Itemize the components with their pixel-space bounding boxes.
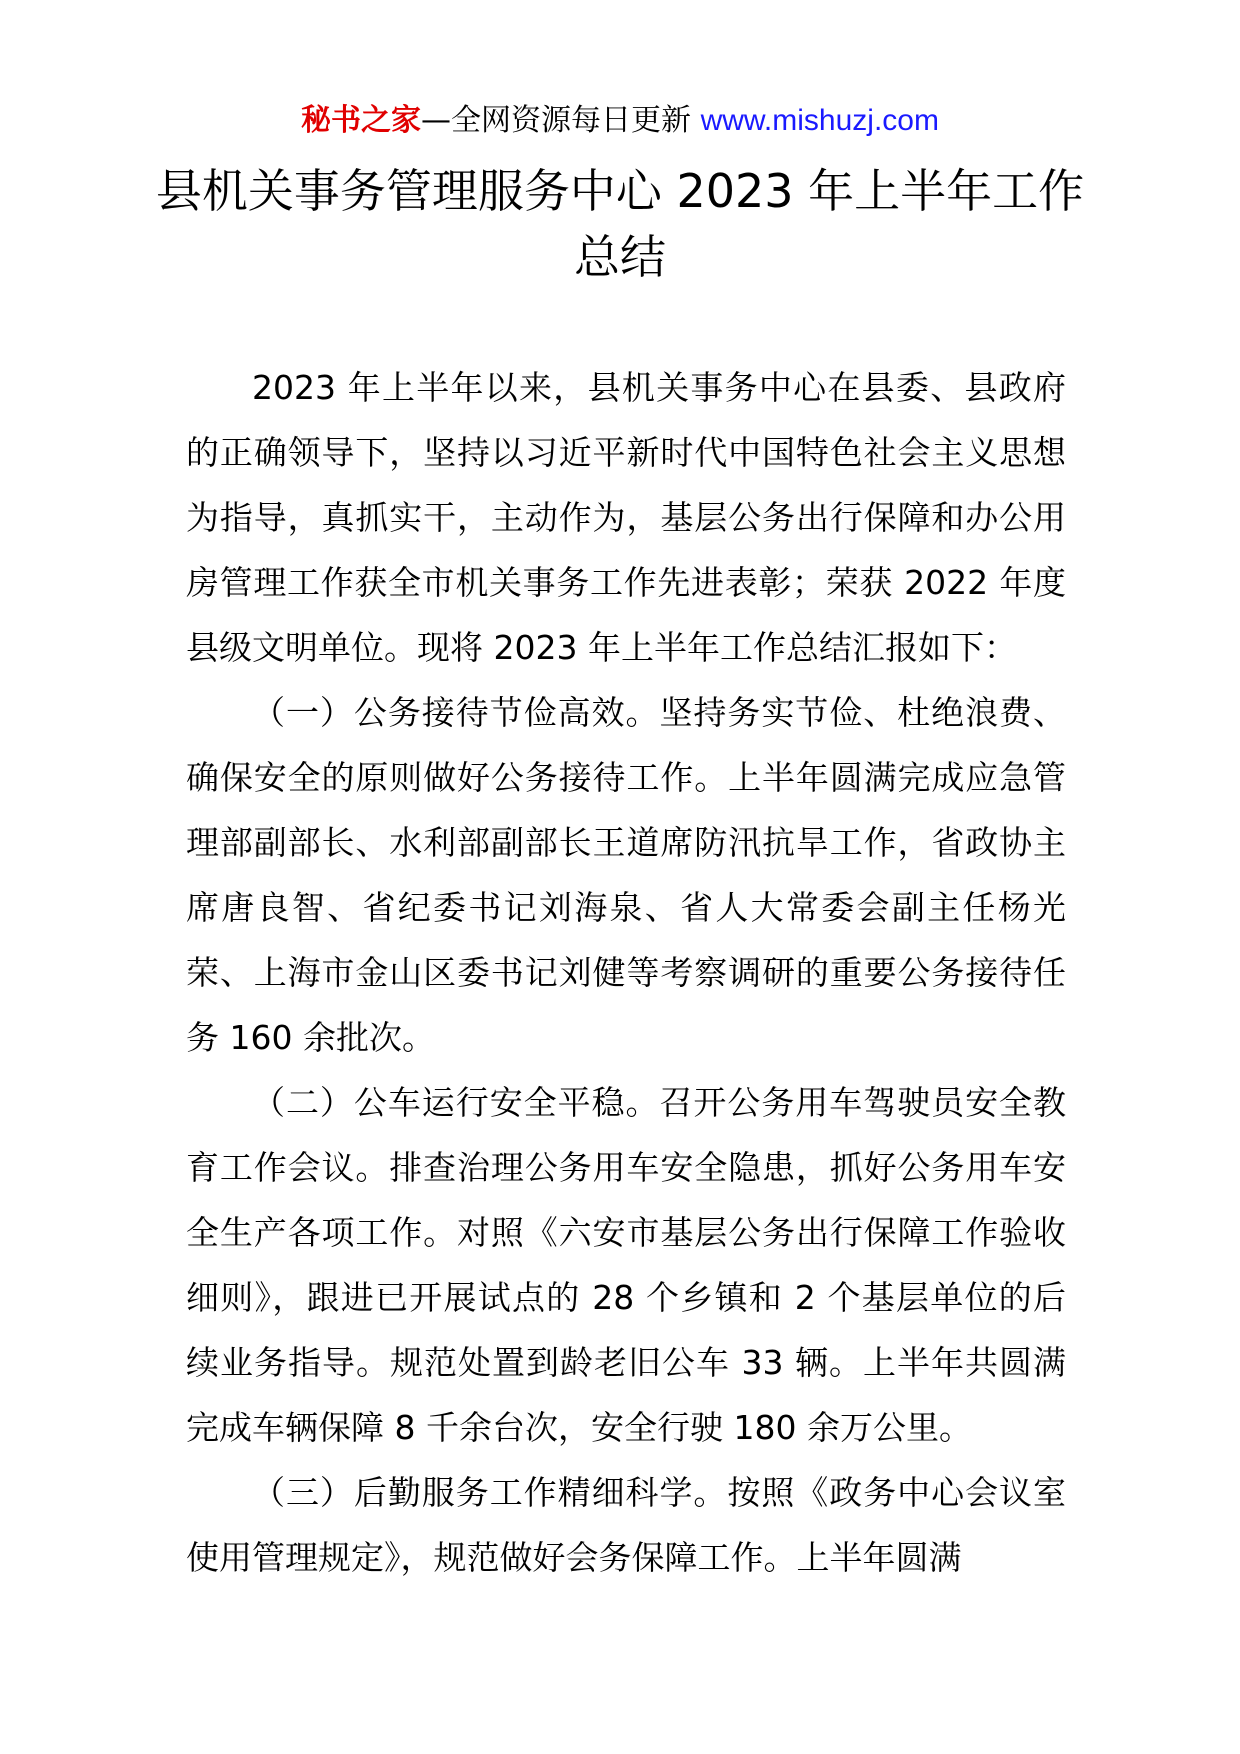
- document-title: 县机关事务管理服务中心 2023 年上半年工作总结: [155, 164, 1085, 284]
- section-2-paragraph: （二）公车运行安全平稳。召开公务用车驾驶员安全教育工作会议。排查治理公务用车安全隐患，抓好公务用车安全生产各项工作。对照《六安市基层公务出行保障工作验收细则》，跟进已开展试点的 28 个乡镇和 2 个基层单位的后续业务指导。规范处置到龄老旧公车 33 辆。上半年共圆满完成车辆保障 8 千余台次，安全行驶 180 余万公里。: [186, 1083, 1066, 1447]
- site-header-banner: [0, 98, 1240, 144]
- section-1-paragraph: （一）公务接待节俭高效。坚持务实节俭、杜绝浪费、确保安全的原则做好公务接待工作。上半年圆满完成应急管理部副部长、水利部副部长王道席防汛抗旱工作，省政协主席唐良智、省纪委书记刘海泉、省人大常委会副主任杨光荣、上海市金山区委书记刘健等考察调研的重要公务接待任务 160 余批次。: [186, 693, 1066, 1057]
- intro-paragraph: 2023 年上半年以来，县机关事务中心在县委、县政府的正确领导下，坚持以习近平新时代中国特色社会主义思想为指导，真抓实干，主动作为，基层公务出行保障和办公用房管理工作获全市机关事务工作先进表彰；荣获 2022 年度县级文明单位。现将 2023 年上半年工作总结汇报如下：: [186, 368, 1066, 667]
- document-body: [186, 355, 1066, 1590]
- site-url-link[interactable]: www.mishuzj.com: [700, 104, 939, 137]
- brand-name: 秘书之家: [301, 103, 422, 138]
- header-slogan: —全网资源每日更新: [421, 103, 701, 138]
- section-3-paragraph: （三）后勤服务工作精细科学。按照《政务中心会议室使用管理规定》，规范做好会务保障工作。上半年圆满: [186, 1473, 1066, 1577]
